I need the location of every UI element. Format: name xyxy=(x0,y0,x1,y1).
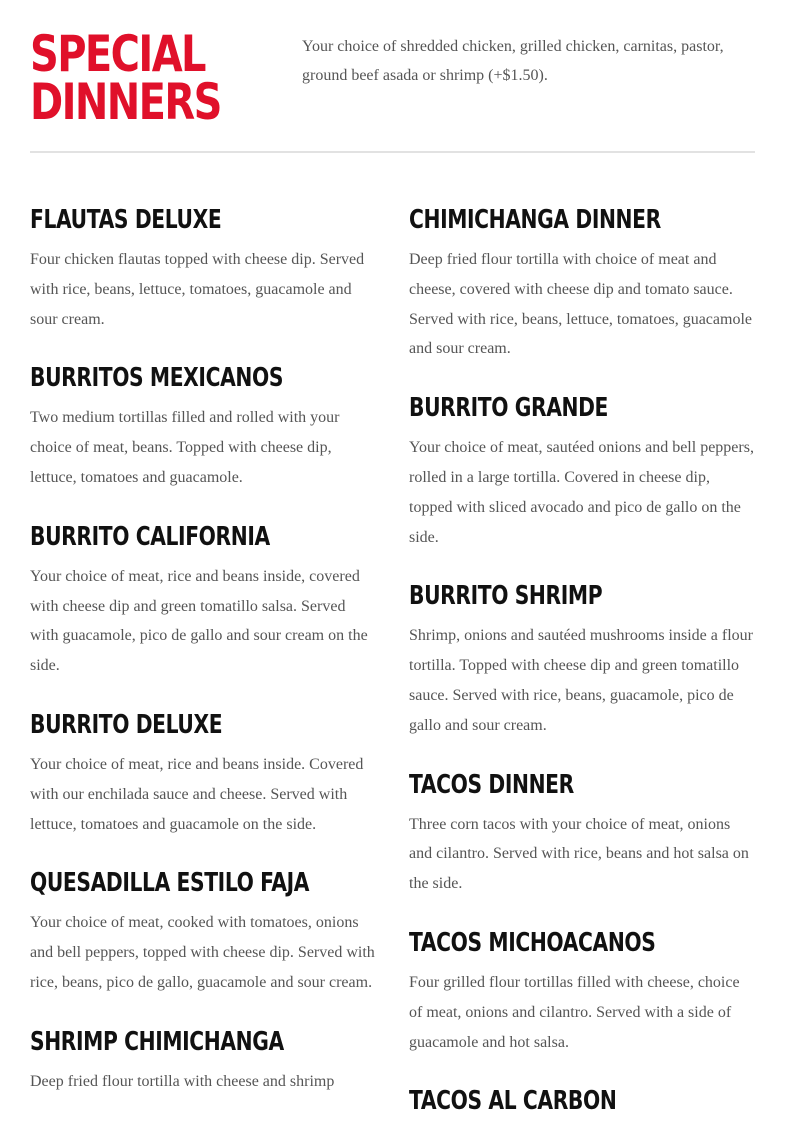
section-header xyxy=(30,25,755,152)
menu-item xyxy=(409,202,755,364)
menu-item-name: TACOS DINNER xyxy=(409,769,574,800)
menu-item xyxy=(30,865,376,997)
menu-item-name: BURRITO CALIFORNIA xyxy=(30,521,270,552)
section-title-line-1: SPECIAL xyxy=(30,25,205,83)
menu-item xyxy=(409,390,755,552)
menu-item-name: BURRITOS MEXICANOS xyxy=(30,363,284,394)
menu-item xyxy=(409,578,755,740)
menu-item-description: Four chicken flautas topped with cheese dip. Served with rice, beans, lettuce, tomatoes, guacamole and sour cream. xyxy=(30,251,365,328)
section-title xyxy=(30,25,222,131)
menu-item-description: Your choice of meat, rice and beans inside, covered with cheese dip and green tomatillo salsa. Served with guacamole, pico de gallo and sour cream on the side. xyxy=(30,567,368,675)
menu-item-name: BURRITO DELUXE xyxy=(30,709,223,740)
menu-item-description: Two medium tortillas filled and rolled with your choice of meat, beans. Topped with cheese dip, lettuce, tomatoes and guacamole. xyxy=(30,409,340,486)
menu-item-description: Your choice of meat, cooked with tomatoes, onions and bell peppers, topped with cheese dip. Served with rice, beans, pico de gallo, guacamole and sour cream. xyxy=(30,914,375,991)
menu-item-name: BURRITO SHRIMP xyxy=(409,581,603,612)
menu-item xyxy=(30,202,376,334)
menu-column-left xyxy=(30,202,376,1123)
menu-item xyxy=(30,707,376,839)
menu-item xyxy=(409,767,755,899)
menu-item-description: Your choice of meat, rice and beans inside. Covered with our enchilada sauce and cheese. Served with lettuce, tomatoes and guacamole on the side. xyxy=(30,755,364,833)
menu-item-description: Deep fried flour tortilla with cheese and shrimp xyxy=(30,1072,335,1090)
menu-item-description: Shrimp, onions and sautéed mushrooms inside a flour tortilla. Topped with cheese dip and green tomatillo sauce. Served with rice, beans, guacamole, pico de gallo and sour cream. xyxy=(409,627,753,734)
menu-item xyxy=(30,1024,376,1097)
menu-item-name: QUESADILLA ESTILO FAJA xyxy=(30,868,310,899)
menu-column-right xyxy=(409,202,755,1145)
menu-item xyxy=(409,925,755,1057)
menu-item-description: Deep fried flour tortilla with choice of meat and cheese, covered with cheese dip and tomato sauce. Served with rice, beans, lettuce, tomatoes, guacamole and sour cream. xyxy=(409,251,752,358)
section-intro: Your choice of shredded chicken, grilled chicken, carnitas, pastor, ground beef asada or shrimp (+$1.50). xyxy=(302,38,724,84)
menu-item-description: Your choice of meat, sautéed onions and bell peppers, rolled in a large tortilla. Covered in cheese dip, topped with sliced avocado and pico de gallo on the side. xyxy=(409,439,754,546)
section-title-line-2: DINNERS xyxy=(30,73,221,131)
menu-item xyxy=(30,519,376,681)
menu-item xyxy=(30,360,376,492)
menu-item-name: BURRITO GRANDE xyxy=(409,393,608,424)
menu-item-name: TACOS AL CARBON xyxy=(409,1086,617,1117)
menu-item-name: CHIMICHANGA DINNER xyxy=(409,205,661,235)
divider xyxy=(30,151,755,153)
menu-item-name: FLAUTAS DELUXE xyxy=(30,205,222,235)
menu-item-name: SHRIMP CHIMICHANGA xyxy=(30,1026,284,1057)
menu-item-description: Four grilled flour tortillas filled with cheese, choice of meat, onions and cilantro. Served with a side of guacamole and hot salsa. xyxy=(409,973,740,1051)
menu-item-description: Three corn tacos with your choice of meat, onions and cilantro. Served with rice, beans and hot salsa on the side. xyxy=(409,815,749,893)
menu-item-name: TACOS MICHOACANOS xyxy=(409,927,656,958)
